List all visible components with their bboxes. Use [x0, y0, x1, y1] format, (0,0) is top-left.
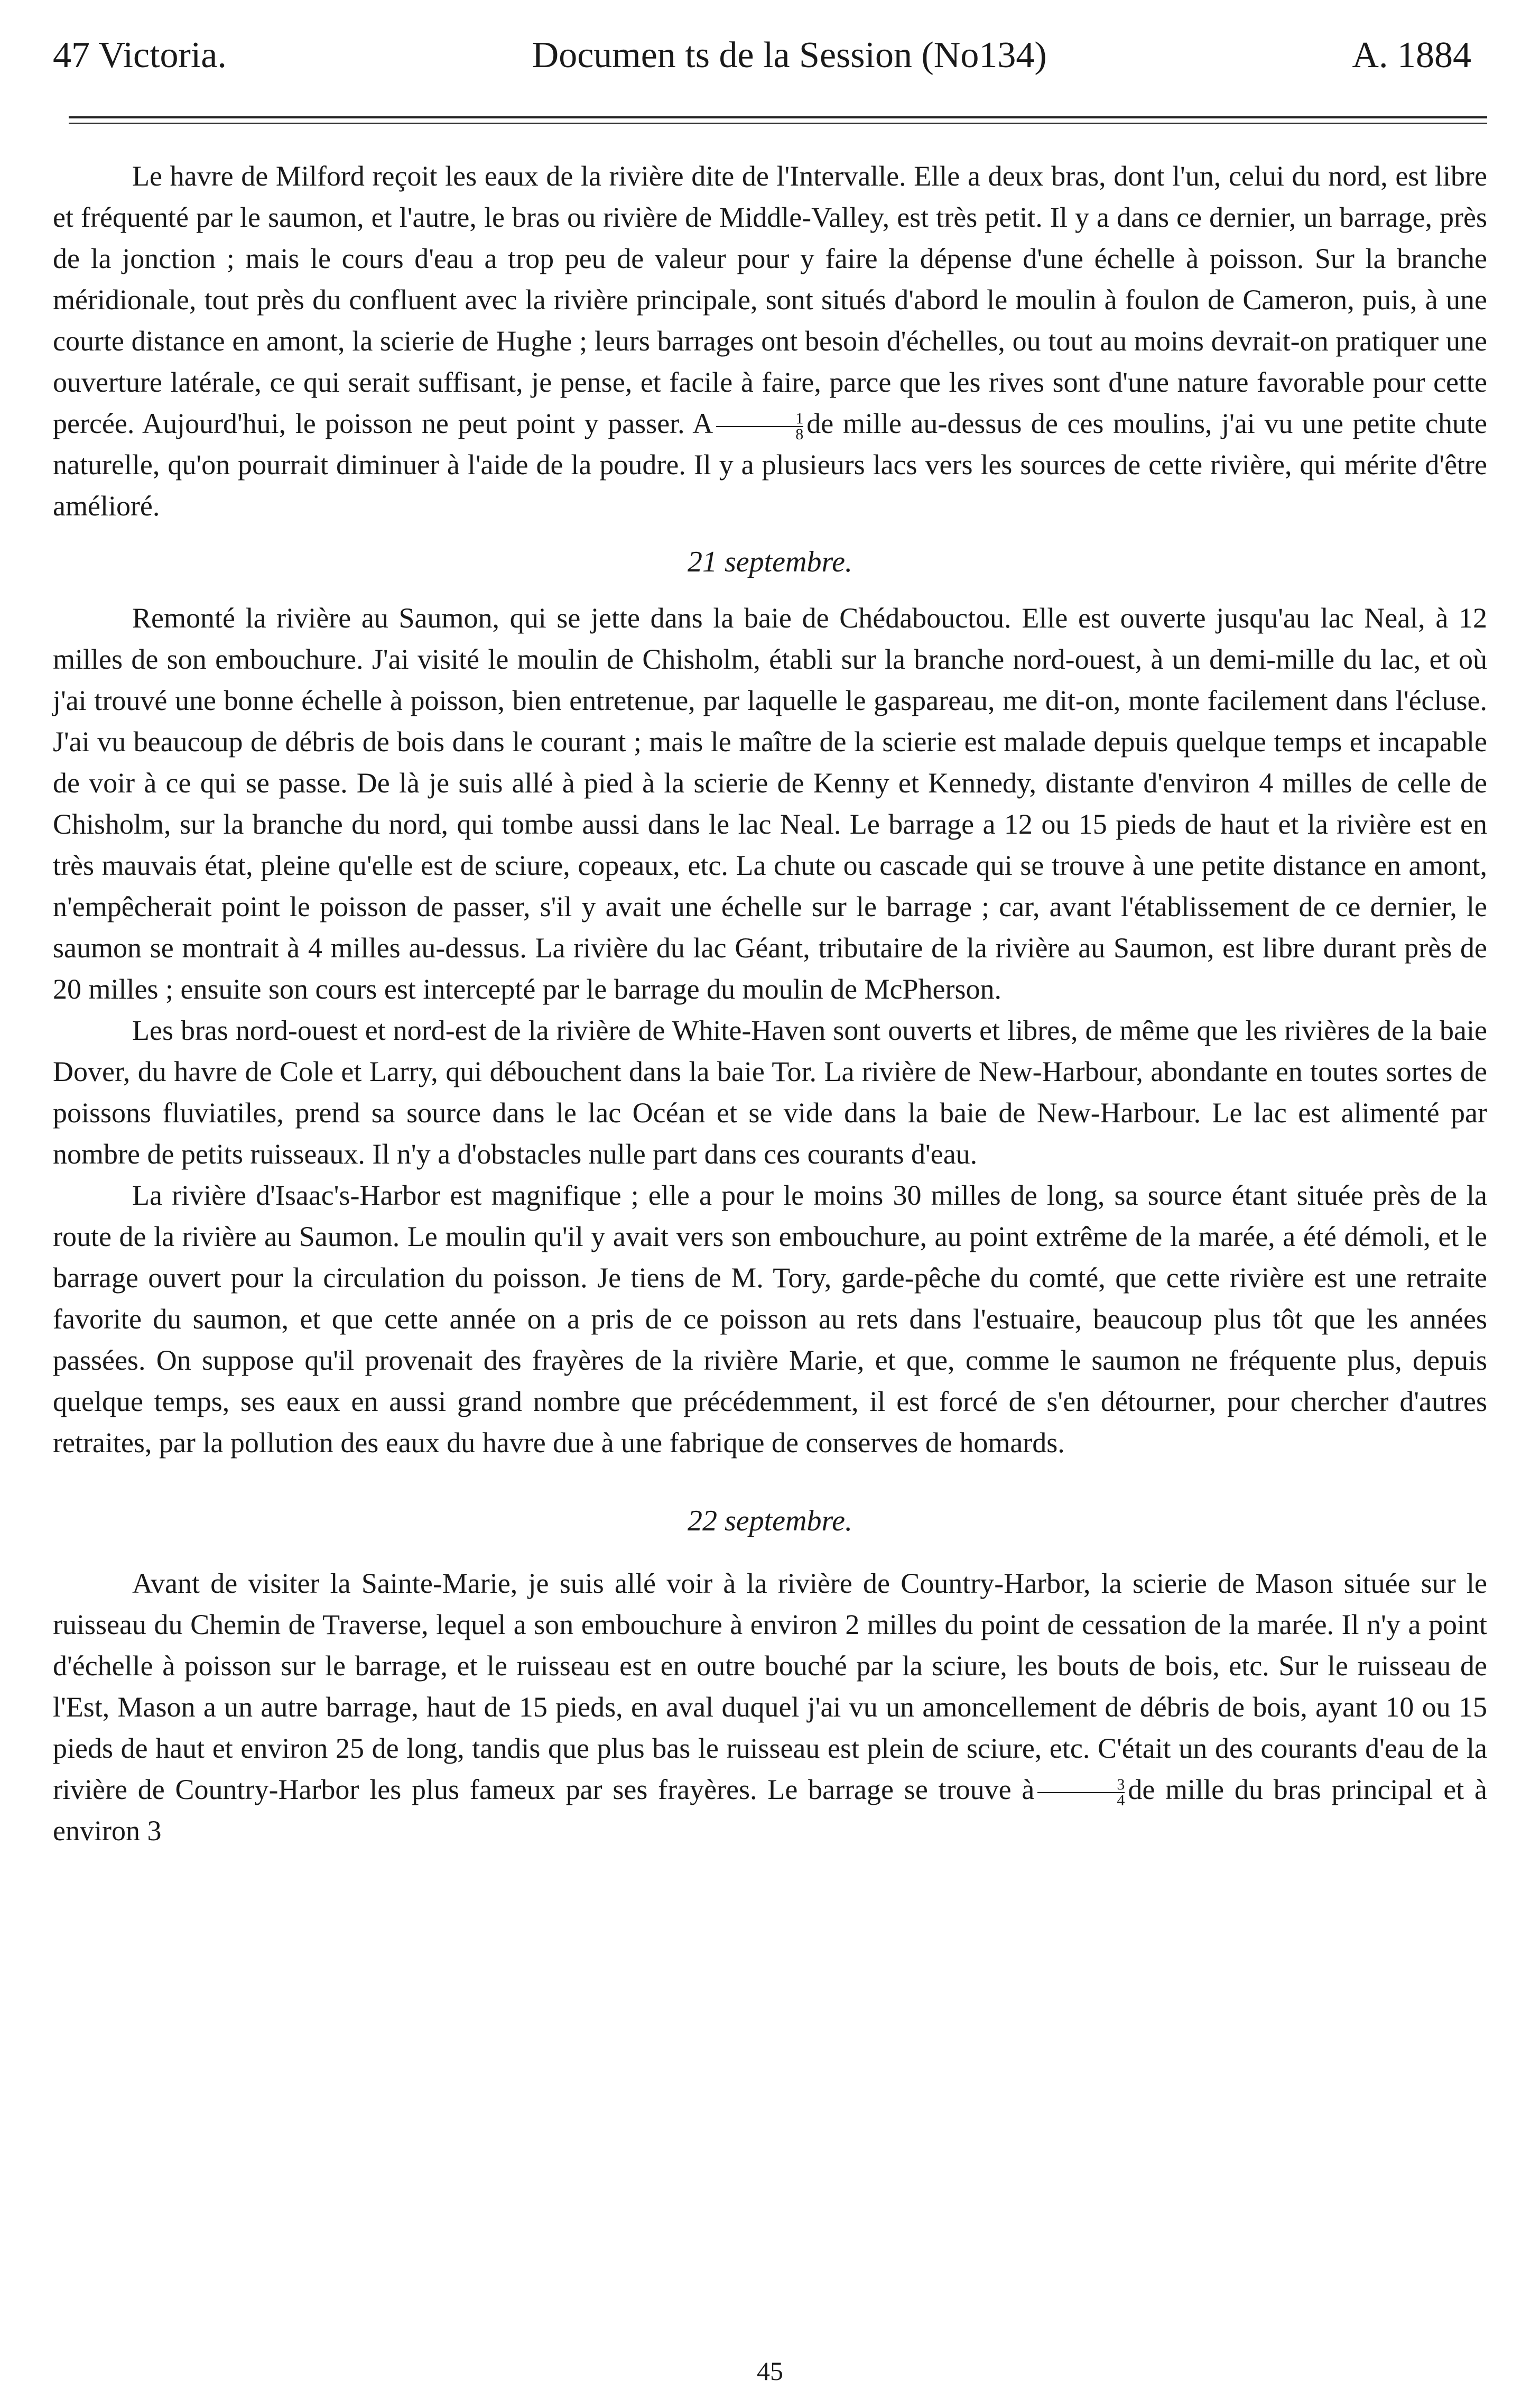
paragraph-white-haven: Les bras nord-ouest et nord-est de la rivière de White-Haven sont ouverts et libres, de même que les rivières de la baie Dover, du havre de Cole et Larry, qui débouchent dans la baie Tor. La rivière de New-Harbour, abondante en toutes sortes de poissons fluviatiles, prend sa source dans le lac Océan et se vide dans la baie de New-Harbour. Le lac est alimenté par nombre de petits ruisseaux. Il n'y a d'obstacles nulle part dans ces courants d'eau.: [53, 1014, 1487, 1170]
fraction-three-quarters: [1037, 1777, 1125, 1808]
paragraph-country-harbor: [53, 1563, 1487, 1851]
paragraph-milford: [53, 155, 1487, 527]
paragraph-isaacs-harbor: La rivière d'Isaac's-Harbor est magnifique ; elle a pour le moins 30 milles de long, sa source étant située près de la route de la rivière au Saumon. Le moulin qu'il y avait vers son embouchure, au point extrême de la marée, a été démoli, et le barrage ouvert pour la circulation du poisson. Je tiens de M. Tory, garde-pêche du comté, que cette rivière est une retraite favorite du saumon, et que cette année on a pris de ce poisson au rets dans l'estuaire, beaucoup plus tôt que les années passées. On suppose qu'il provenait des frayères de la rivière Marie, et que, comme le saumon ne fréquente plus, depuis quelque temps, ses eaux en aussi grand nombre que précédemment, il est forcé de s'en détourner, pour chercher d'autres retraites, par la pollution des eaux du havre due à une fabrique de conserves de homards.: [53, 1179, 1487, 1459]
header-title: Documen ts de la Session (No134): [532, 35, 1047, 76]
header-year: A. 1884: [1352, 35, 1471, 76]
header-double-rule: [69, 116, 1487, 124]
fraction-numerator: 1: [716, 411, 803, 427]
fraction-numerator: 3: [1037, 1777, 1125, 1793]
running-header: [53, 37, 1487, 74]
date-heading-22-september: 22 septembre.: [687, 1505, 853, 1537]
document-page: [53, 37, 1487, 1851]
fraction-denominator: 8: [795, 425, 804, 443]
date-heading-21-september: 21 septembre.: [687, 546, 853, 578]
paragraph-text: Le havre de Milford reçoit les eaux de la rivière dite de l'Intervalle. Elle a deux bras, dont l'un, celui du nord, est libre et fréquenté par le saumon, et l'autre, le bras ou rivière de Middle-Valley, est très petit. Il y a dans ce dernier, un barrage, près de la jonction ; mais le cours d'eau a trop peu de valeur pour y faire la dépense d'une échelle à poisson. Sur la branche méridionale, tout près du confluent avec la rivière principale, sont situés d'abord le moulin à foulon de Cameron, puis, à une courte distance en amont, la scierie de Hughe ; leurs barrages ont besoin d'échelles, ou tout au moins devrait-on pratiquer une ouverture latérale, ce qui serait suffisant, je pense, et facile à faire, parce que les rives sont d'une nature favorable pour cette percée. Aujourd'hui, le poisson ne peut point y passer. A: [53, 160, 1487, 439]
paragraph-text: de mille au-dessus de ces moulins, j'ai vu une petite chute naturelle, qu'on pourrait diminuer à l'aide de la poudre. Il y a plusieurs lacs vers les sources de cette rivière, qui mérite d'être amélioré.: [53, 408, 1487, 522]
paragraph-text: de mille du bras principal et à environ 3: [53, 1774, 1488, 1847]
fraction-denominator: 4: [1117, 1791, 1125, 1809]
header-volume: 47 Victoria.: [53, 35, 227, 76]
document-body: [53, 155, 1487, 1851]
fraction-one-eighth: [716, 411, 803, 442]
paragraph-riviere-au-saumon: Remonté la rivière au Saumon, qui se jette dans la baie de Chédabouctou. Elle est ouverte jusqu'au lac Neal, à 12 milles de son embouchure. J'ai visité le moulin de Chisholm, établi sur la branche nord-ouest, à un demi-mille du lac, et où j'ai trouvé une bonne échelle à poisson, bien entretenue, par laquelle le gaspareau, me dit-on, monte facilement dans l'écluse. J'ai vu beaucoup de débris de bois dans le courant ; mais le maître de la scierie est malade depuis quelque temps et incapable de voir à ce qui se passe. De là je suis allé à pied à la scierie de Kenny et Kennedy, distante d'environ 4 milles de celle de Chisholm, sur la branche du nord, qui tombe aussi dans le lac Neal. Le barrage a 12 ou 15 pieds de haut et la rivière est en très mauvais état, pleine qu'elle est de sciure, copeaux, etc. La chute ou cascade qui se trouve à une petite distance en amont, n'empêcherait point le poisson de passer, s'il y avait une échelle sur le barrage ; car, avant l'établissement de ce dernier, le saumon se montrait à 4 milles au-dessus. La rivière du lac Géant, tributaire de la rivière au Saumon, est libre durant près de 20 milles ; ensuite son cours est intercepté par le barrage du moulin de McPherson.: [53, 602, 1487, 1005]
page-number: 45: [757, 2356, 783, 2386]
paragraph-text: Avant de visiter la Sainte-Marie, je suis allé voir à la rivière de Country-Harbor, la scierie de Mason située sur le ruisseau du Chemin de Traverse, lequel a son embouchure à environ 2 milles du point de cessation de la marée. Il n'y a point d'échelle à poisson sur le barrage, et le ruisseau est en outre bouché par la sciure, les bouts de bois, etc. Sur le ruisseau de l'Est, Mason a un autre barrage, haut de 15 pieds, en aval duquel j'ai vu un amoncellement de débris de bois, ayant 10 ou 15 pieds de haut et environ 25 de long, tandis que plus bas le ruisseau est plein de sciure, etc. C'était un des courants d'eau de la rivière de Country-Harbor les plus fameux par ses frayères. Le barrage se trouve à: [53, 1567, 1487, 1805]
